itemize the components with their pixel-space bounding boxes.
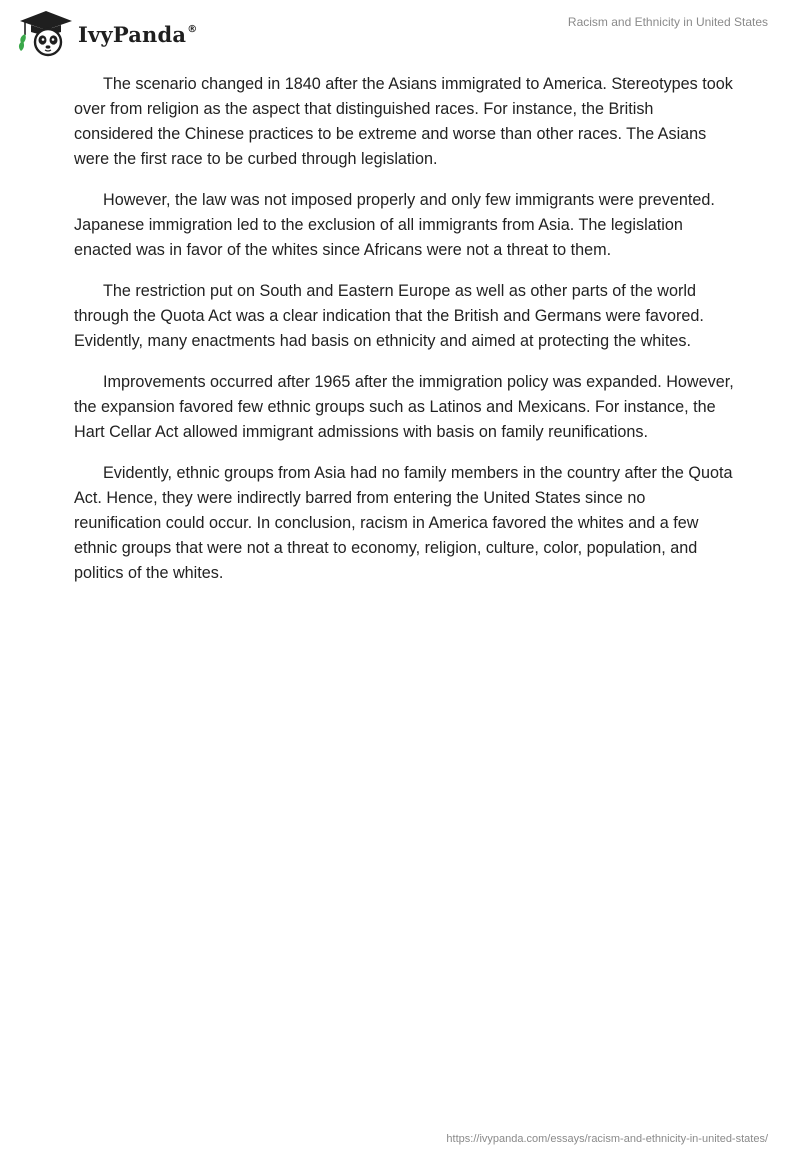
paragraph: Improvements occurred after 1965 after the immigration policy was expanded. However, the expansion favored few ethnic groups such as Latinos and Mexicans. For instance, the Hart Cellar Act allowed immigrant admissions with basis on family reunifications. bbox=[74, 373, 734, 441]
registered-mark: ® bbox=[187, 23, 198, 35]
ivypanda-logo[interactable] bbox=[14, 8, 197, 58]
paragraph: Evidently, ethnic groups from Asia had no family members in the country after the Quota Act. Hence, they were indirectly barred from entering the United States since no reunification could occur. In conclusion, racism in America favored the whites and a few ethnic groups that were not a threat to economy, religion, culture, color, population, and politics of the whites. bbox=[74, 464, 733, 582]
document-title: Racism and Ethnicity in United States bbox=[567, 15, 768, 29]
essay-body bbox=[74, 72, 734, 602]
brand-name: IvyPanda® bbox=[78, 21, 198, 47]
paragraph: The scenario changed in 1840 after the Asians immigrated to America. Stereotypes took over from religion as the aspect that distinguished races. For instance, the British considered the Chinese practices to be extreme and worse than other races. The Asians were the first race to be curbed through legislation. bbox=[74, 75, 733, 168]
page-header bbox=[0, 0, 800, 64]
panda-graduation-cap-icon bbox=[14, 8, 76, 58]
paragraph: However, the law was not imposed properly and only few immigrants were prevented. Japanese immigration led to the exclusion of all immigrants from Asia. The legislation enacted was in favor of the whites since Africans were not a threat to them. bbox=[74, 191, 715, 259]
source-url-link[interactable]: https://ivypanda.com/essays/racism-and-ethnicity-in-united-states/ bbox=[446, 1133, 768, 1145]
paragraph: The restriction put on South and Eastern Europe as well as other parts of the world through the Quota Act was a clear indication that the British and Germans were favored. Evidently, many enactments had basis on ethnicity and aimed at protecting the whites. bbox=[74, 282, 704, 350]
